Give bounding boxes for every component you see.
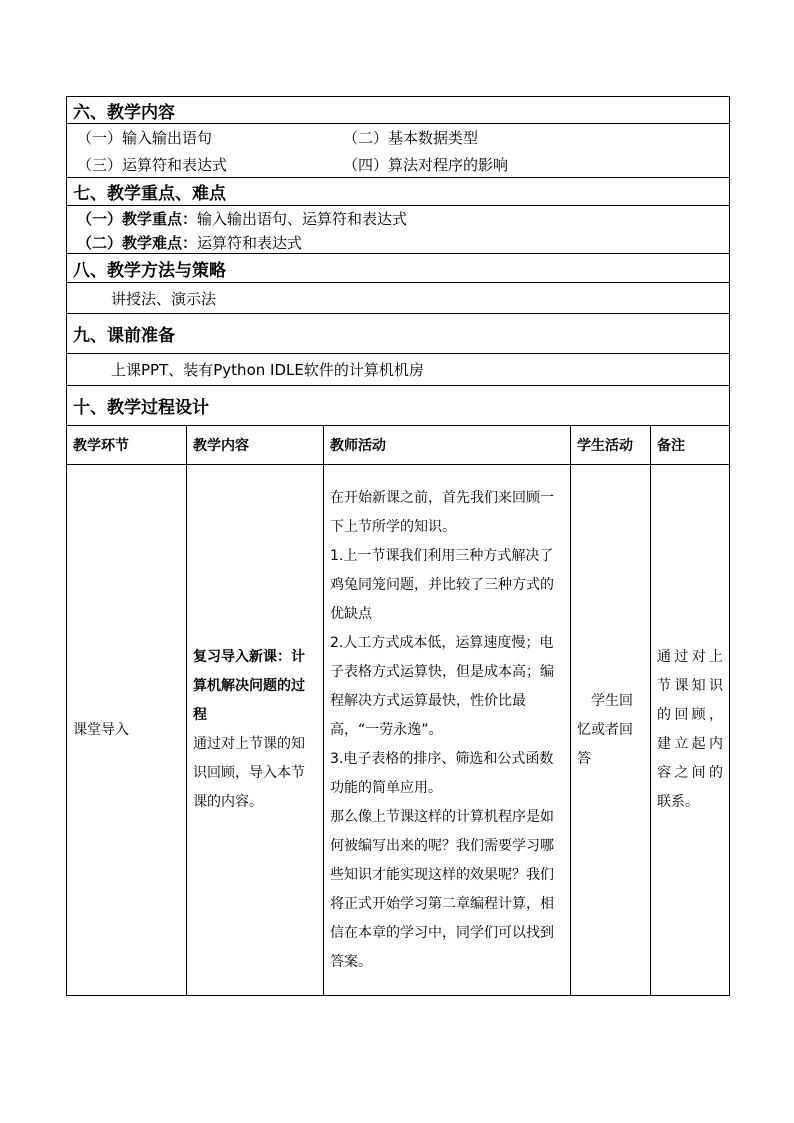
teacher-cell: [324, 465, 571, 995]
difficult-points-text: 运算符和表达式: [197, 233, 303, 252]
preparation-text: 上课PPT、装有Python IDLE软件的计算机机房: [111, 361, 424, 379]
teacher-paragraph: 2.人工方式成本低，运算速度慢；电子表格方式运算快，但是成本高；编程解决方式运算最快，性价比最高，“一劳永逸”。: [330, 634, 554, 738]
stage-cell: [67, 465, 187, 995]
lesson-plan-table: [66, 96, 730, 996]
section-7-title-text: 七、教学重点、难点: [73, 184, 226, 204]
section-7-content: [67, 206, 729, 254]
remark-text: 通过对上节课知识的回顾，建立起内容之间的联系。: [657, 649, 723, 810]
content-cell: [187, 465, 324, 995]
header-teacher: 教师活动: [324, 426, 571, 464]
teaching-methods-text: 讲授法、演示法: [111, 289, 217, 308]
content-item-1: （一）输入输出语句: [77, 129, 213, 147]
student-cell: [571, 465, 651, 995]
section-10-title-text: 十、教学过程设计: [73, 398, 209, 418]
key-points-text: 输入输出语句、运算符和表达式: [197, 209, 408, 228]
header-remark: 备注: [657, 438, 685, 454]
teacher-paragraph: 那么像上节课这样的计算机程序是如何被编写出来的呢？我们需要学习哪些知识才能实现这样的效果呢？我们将正式开始学习第二章编程计算，相信在本章的学习中，同学们可以找到答案。: [330, 808, 554, 970]
difficult-points-label: （二）教学难点：: [77, 233, 198, 252]
teacher-paragraph: 3.电子表格的排序、筛选和公式函数功能的简单应用。: [330, 750, 554, 796]
section-6-title: [67, 97, 729, 124]
section-10-title: [67, 386, 729, 426]
content-item-2: （二）基本数据类型: [343, 129, 479, 147]
process-table-header: [67, 426, 729, 465]
section-8-title-text: 八、教学方法与策略: [73, 260, 226, 281]
header-stage: 教学环节: [67, 426, 187, 464]
header-student: 学生活动: [571, 426, 651, 464]
teacher-paragraph: 在开始新课之前，首先我们来回顾一下上节所学的知识。: [330, 489, 554, 535]
section-9-content: [67, 354, 729, 386]
section-9-title-text: 九、课前准备: [73, 326, 175, 346]
stage-text: 课堂导入: [73, 721, 129, 738]
section-8-title: [67, 254, 729, 283]
section-6-content: [67, 124, 729, 178]
section-9-title: [67, 314, 729, 354]
section-8-content: [67, 283, 729, 314]
content-item-3: （三）运算符和表达式: [77, 156, 228, 174]
content-item-4: （四）算法对程序的影响: [343, 156, 509, 174]
student-text: 学生回忆或者回答: [577, 692, 633, 767]
header-content: 教学内容: [187, 426, 324, 464]
section-6-title-text: 六、教学内容: [73, 102, 175, 123]
content-text: 通过对上节课的知识回顾，导入本节课的内容。: [193, 736, 305, 810]
section-7-title: [67, 178, 729, 206]
process-table-row: [67, 465, 729, 995]
key-points-label: （一）教学重点：: [77, 209, 198, 228]
remark-cell: [651, 465, 729, 995]
teacher-paragraph: 1.上一节课我们利用三种方式解决了鸡兔同笼问题，并比较了三种方式的优缺点: [330, 547, 554, 622]
content-bold-text: 复习导入新课：计算机解决问题的过程: [193, 649, 305, 723]
